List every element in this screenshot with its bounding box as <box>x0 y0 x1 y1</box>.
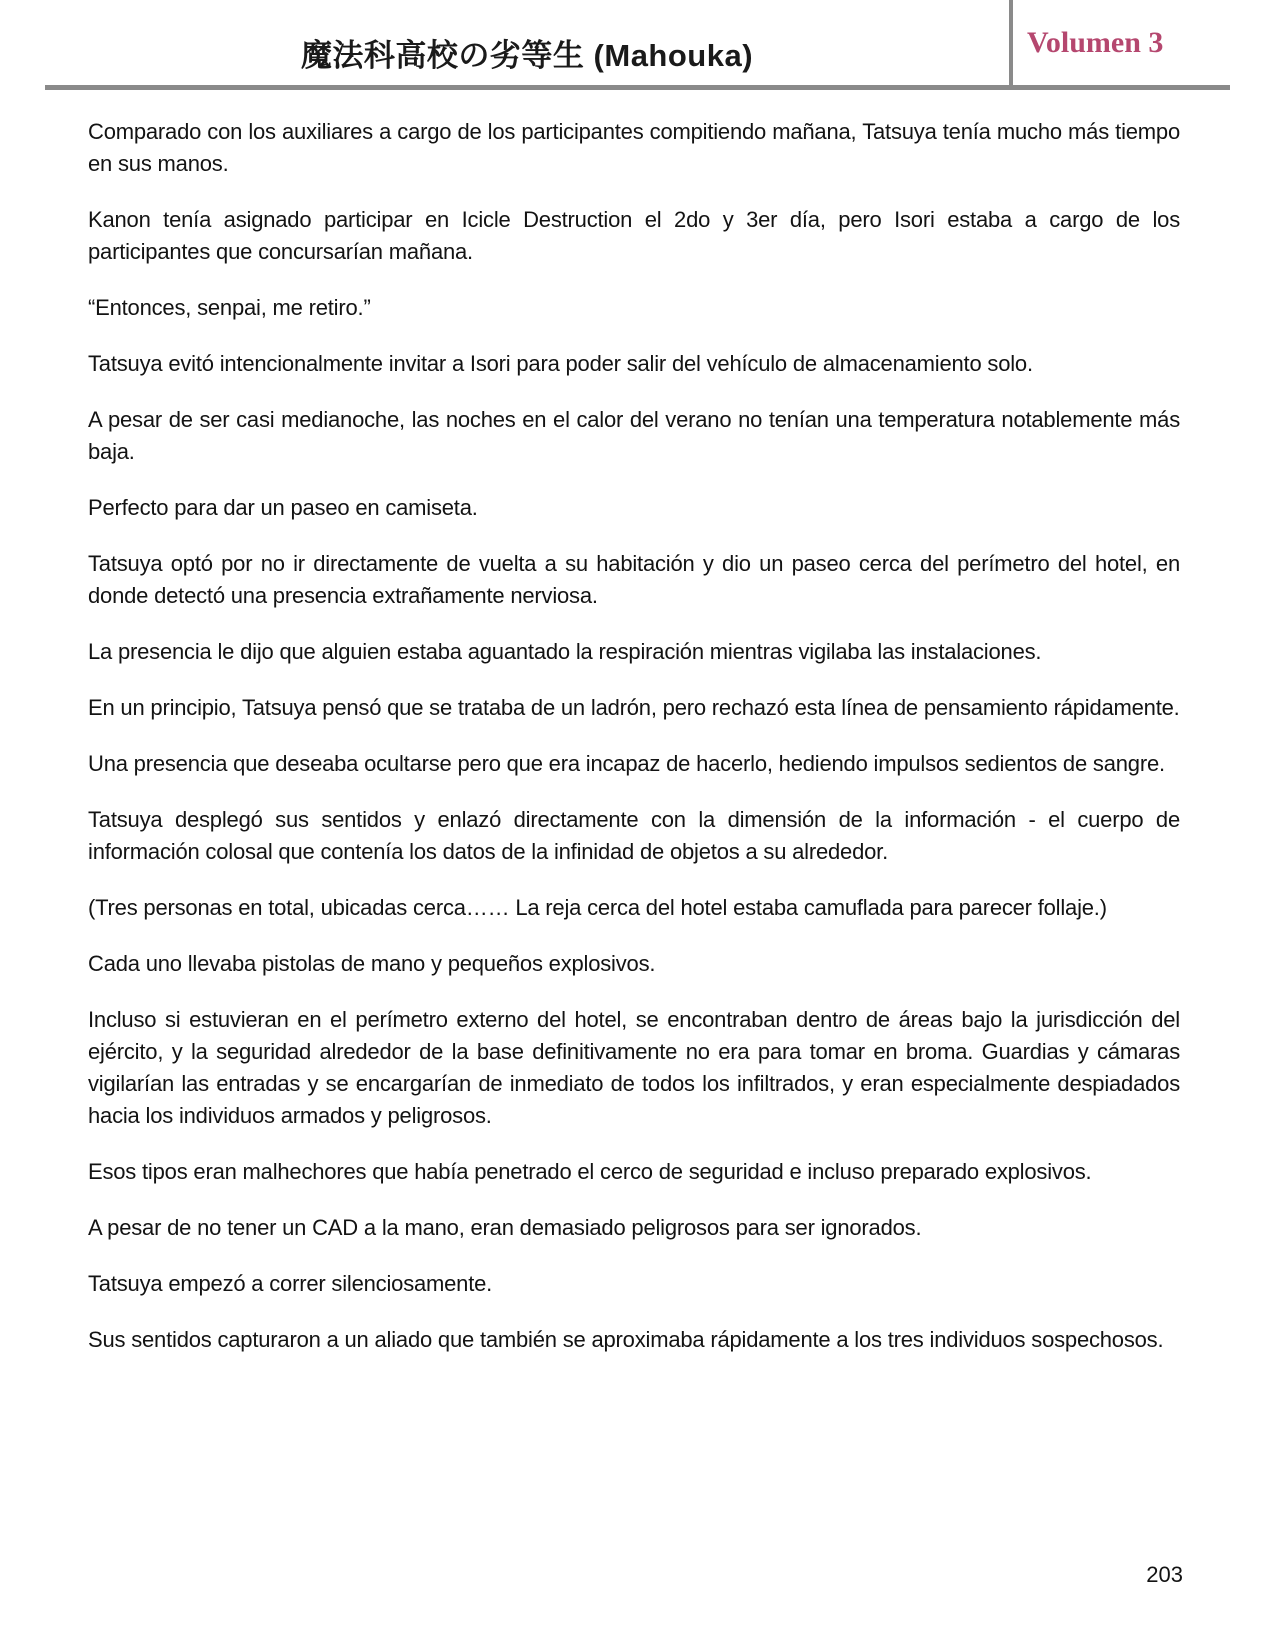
paragraph: Esos tipos eran malhechores que había penetrado el cerco de seguridad e incluso preparado explosivos. <box>88 1159 1092 1184</box>
paragraph: La presencia le dijo que alguien estaba aguantado la respiración mientras vigilaba las instalaciones. <box>88 639 1042 664</box>
paragraph: Tatsuya empezó a correr silenciosamente. <box>88 1271 493 1296</box>
paragraph: Una presencia que deseaba ocultarse pero que era incapaz de hacerlo, hediendo impulsos sedientos de sangre. <box>88 751 1165 776</box>
paragraph: Comparado con los auxiliares a cargo de los participantes compitiendo mañana, Tatsuya tenía mucho más tiempo en sus manos. <box>88 119 1180 176</box>
header-row <box>45 0 1230 85</box>
title-cell <box>45 0 1009 85</box>
page-number: 203 <box>1146 1562 1183 1587</box>
paragraph: Tatsuya desplegó sus sentidos y enlazó directamente con la dimensión de la información - el cuerpo de información colosal que contenía los datos de la infinidad de objetos a su alrededor. <box>88 807 1180 864</box>
header <box>45 0 1230 90</box>
page-title: 魔法科高校の劣等生 (Mahouka) <box>300 38 754 73</box>
paragraph: Kanon tenía asignado participar en Icicle Destruction el 2do y 3er día, pero Isori estaba a cargo de los participantes que concursarían mañana. <box>88 207 1180 264</box>
paragraph: A pesar de ser casi medianoche, las noches en el calor del verano no tenían una temperatura notablemente más baja. <box>88 407 1180 464</box>
paragraph: (Tres personas en total, ubicadas cerca…… La reja cerca del hotel estaba camuflada para parecer follaje.) <box>88 895 1107 920</box>
volume-cell <box>1009 0 1230 85</box>
paragraph: “Entonces, senpai, me retiro.” <box>88 295 371 320</box>
paragraph: Cada uno llevaba pistolas de mano y pequeños explosivos. <box>88 951 656 976</box>
body-paragraphs <box>88 116 1180 1356</box>
paragraph: Incluso si estuvieran en el perímetro externo del hotel, se encontraban dentro de áreas bajo la jurisdicción del ejército, y la seguridad alrededor de la base definitivamente no era para tomar en broma. Guardias y cámaras vigilarían las entradas y se encargarían de inmediato de todos los infiltrados, y eran especialmente despiadados hacia los individuos armados y peligrosos. <box>88 1007 1180 1128</box>
paragraph: Sus sentidos capturaron a un aliado que también se aproximaba rápidamente a los tres individuos sospechosos. <box>88 1327 1164 1352</box>
paragraph: A pesar de no tener un CAD a la mano, eran demasiado peligrosos para ser ignorados. <box>88 1215 922 1240</box>
paragraph: Perfecto para dar un paseo en camiseta. <box>88 495 478 520</box>
volume-label: Volumen 3 <box>1027 26 1164 59</box>
paragraph: Tatsuya evitó intencionalmente invitar a Isori para poder salir del vehículo de almacenamiento solo. <box>88 351 1033 376</box>
paragraph: En un principio, Tatsuya pensó que se trataba de un ladrón, pero rechazó esta línea de pensamiento rápidamente. <box>88 695 1180 720</box>
paragraph: Tatsuya optó por no ir directamente de vuelta a su habitación y dio un paseo cerca del perímetro del hotel, en donde detectó una presencia extrañamente nerviosa. <box>88 551 1180 608</box>
